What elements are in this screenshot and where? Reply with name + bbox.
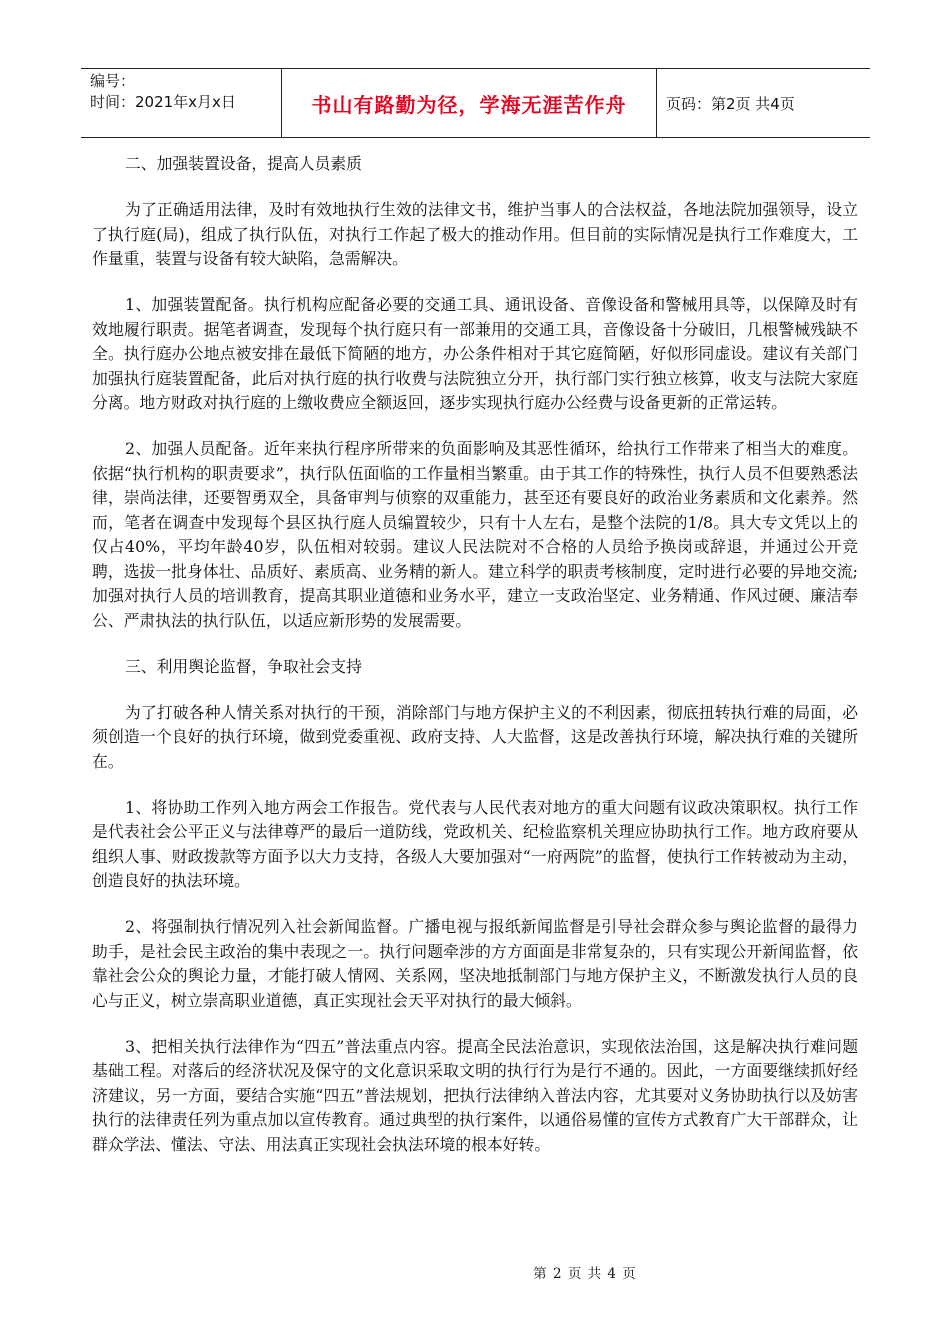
footer-page-number: 第 2 页 共 4 页 bbox=[533, 1266, 637, 1282]
page-footer bbox=[0, 1262, 950, 1282]
page-header bbox=[81, 68, 870, 138]
paragraph: 为了打破各种人情关系对执行的干预，消除部门与地方保护主义的不利因素，彻底扭转执行难的局面，必须创造一个良好的执行环境，做到党委重视、政府支持、人大监督，这是改善执行环境，解决执行难的关键所在。 bbox=[92, 702, 858, 771]
paragraph: 2、加强人员配备。近年来执行程序所带来的负面影响及其恶性循环，给执行工作带来了相当大的难度。依据“执行机构的职责要求”，执行队伍面临的工作量相当繁重。由于其工作的特殊性，执行人员不但要熟悉法律，崇尚法律，还要智勇双全，具备审判与侦察的双重能力，甚至还有要良好的政治业务素质和文化素养。然而，笔者在调查中发现每个县区执行庭人员编置较少，只有十人左右，是整个法院的1/8。具大专文凭以上的仅占40%，平均年龄40岁，队伍相对较弱。建议人民法院对不合格的人员给予换岗或辞退，并通过公开竞聘，选拔一批身体壮、品质好、素质高、业务精的新人。建立科学的职责考核制度，定时进行必要的异地交流;加强对执行人员的培训教育，提高其职业道德和业务水平，建立一支政治坚定、业务精通、作风过硬、廉洁奉公、严肃执法的执行队伍，以适应新形势的发展需要。 bbox=[92, 439, 858, 630]
paragraph: 2、将强制执行情况列入社会新闻监督。广播电视与报纸新闻监督是引导社会群众参与舆论监督的最得力助手，是社会民主政治的集中表现之一。执行问题牵涉的方方面面是非常复杂的，只有实现公开新闻监督，依靠社会公众的舆论力量，才能打破人情网、关系网，坚决地抵制部门与地方保护主义，不断激发执行人员的良心与正义，树立崇高职业道德，真正实现社会天平对执行的最大倾斜。 bbox=[92, 917, 858, 1010]
paragraph: 1、将协助工作列入地方两会工作报告。党代表与人民代表对地方的重大问题有议政决策职权。执行工作是代表社会公平正义与法律尊严的最后一道防线，党政机关、纪检监察机关理应协助执行工作。地方政府要从组织人事、财政拨款等方面予以大力支持，各级人大要加强对“一府两院”的监督，使执行工作转被动为主动，创造良好的执法环境。 bbox=[92, 797, 858, 890]
document-number-label: 编号： bbox=[90, 72, 136, 90]
document-body bbox=[92, 152, 858, 1179]
document-date-label: 时间：2021年x月x日 bbox=[90, 93, 236, 111]
paragraph: 为了正确适用法律，及时有效地执行生效的法律文书，维护当事人的合法权益，各地法院加强领导，设立了执行庭(局)，组成了执行队伍，对执行工作起了极大的推动作用。但目前的实际情况是执行工作难度大，工作量重，装置与设备有较大缺陷，急需解决。 bbox=[92, 200, 858, 268]
section-heading: 二、加强装置设备，提高人员素质 bbox=[125, 154, 362, 173]
header-page-indicator: 页码：第2页 共4页 bbox=[666, 94, 795, 113]
header-motto: 书山有路勤为径，学海无涯苦作舟 bbox=[281, 69, 657, 137]
header-meta bbox=[81, 69, 281, 137]
section-heading: 三、利用舆论监督，争取社会支持 bbox=[125, 656, 362, 676]
paragraph: 3、把相关执行法律作为“四五”普法重点内容。提高全民法治意识，实现依法治国，这是解决执行难问题基础工程。对落后的经济状况及保守的文化意识采取文明的执行行为是行不通的。因此，一方面要继续抓好经济建议，另一方面，要结合实施“四五”普法规划，把执行法律纳入普法内容，尤其要对义务协助执行以及妨害执行的法律责任列为重点加以宣传教育。通过典型的执行案件，以通俗易懂的宣传方式教育广大干部群众，让群众学法、懂法、守法、用法真正实现社会执法环境的根本好转。 bbox=[92, 1036, 858, 1154]
paragraph: 1、加强装置配备。执行机构应配备必要的交通工具、通讯设备、音像设备和警械用具等，以保障及时有效地履行职责。据笔者调查，发现每个执行庭只有一部兼用的交通工具，音像设备十分破旧，几根警械残缺不全。执行庭办公地点被安排在最低下简陋的地方，办公条件相对于其它庭简陋，好似形同虚设。建议有关部门加强执行庭装置配备，此后对执行庭的执行收费与法院独立分开，执行部门实行独立核算，收支与法院大家庭分离。地方财政对执行庭的上缴收费应全额返回，逐步实现执行庭办公经费与设备更新的正常运转。 bbox=[92, 295, 858, 412]
